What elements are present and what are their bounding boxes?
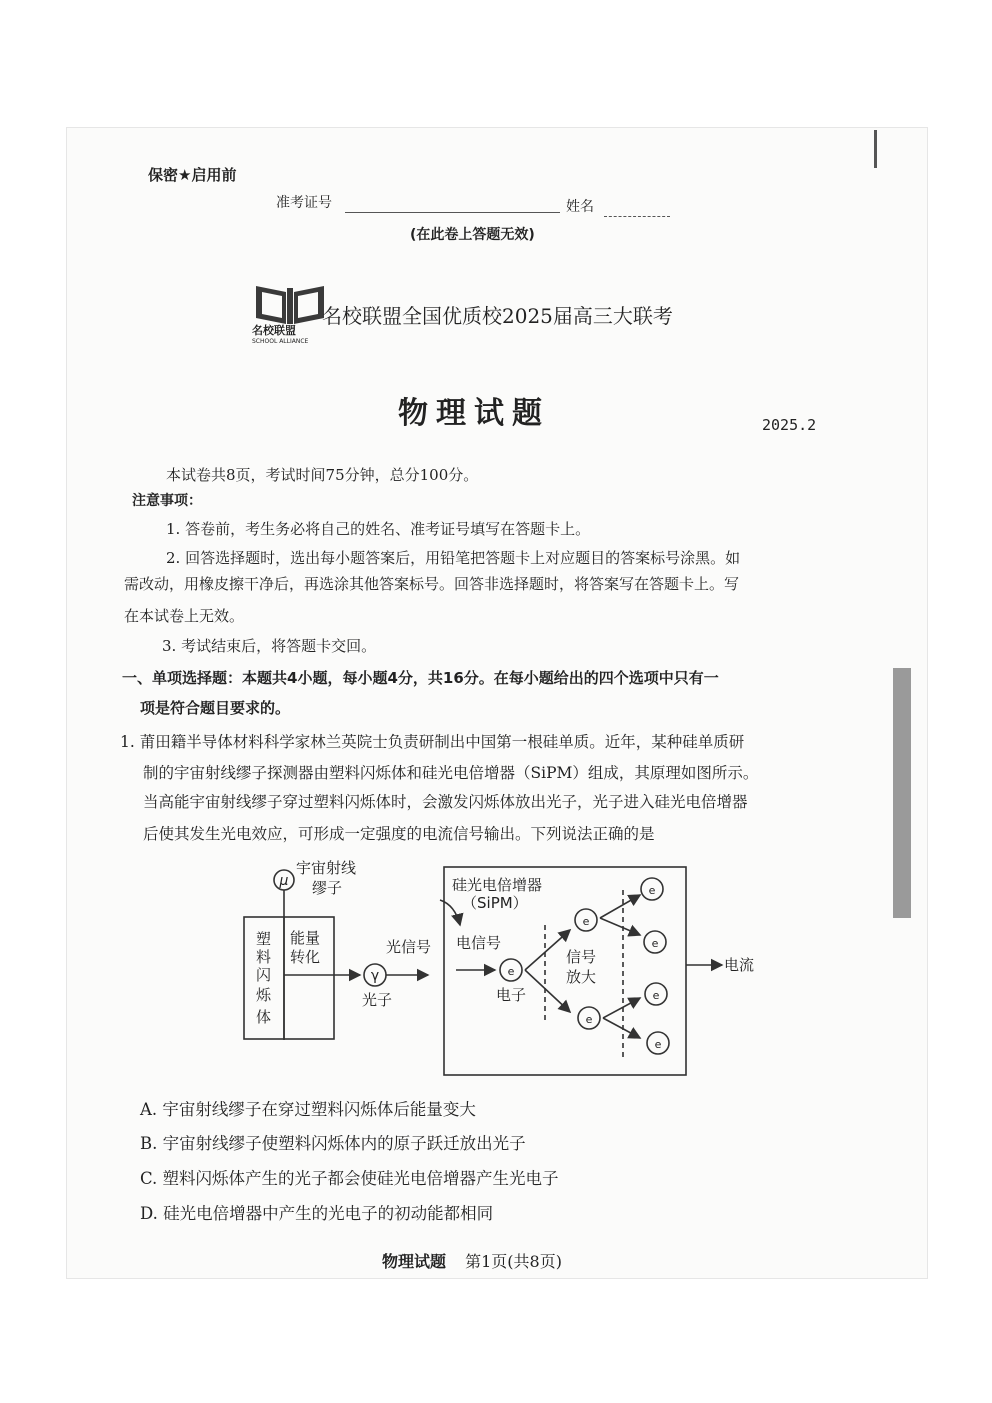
svg-text:e: e xyxy=(651,937,659,950)
svg-text:e: e xyxy=(648,884,656,897)
intro-text: 本试卷共8页，考试时间75分钟，总分100分。 xyxy=(166,466,479,484)
note-2-line-2: 需改动，用橡皮擦干净后，再选涂其他答案标号。回答非选择题时，将答案写在答题卡上。写 xyxy=(124,575,740,593)
exam-title: 名校联盟全国优质校2025届高三大联考 xyxy=(322,304,673,328)
exam-date: 2025.2 xyxy=(762,416,817,434)
note-2-line-1: 2. 回答选择题时，选出每小题答案后，用铅笔把答题卡上对应题目的答案标号涂黑。如 xyxy=(166,549,741,567)
light-signal-label: 光信号 xyxy=(386,938,432,956)
photon-symbol: γ xyxy=(370,968,380,984)
muon-label-2: 缪子 xyxy=(312,879,343,897)
scint-char-5: 体 xyxy=(256,1008,272,1026)
current-label: 电流 xyxy=(724,956,755,974)
option-a: A. 宇宙射线缪子在穿过塑料闪烁体后能量变大 xyxy=(140,1100,476,1119)
energy-conv-2: 转化 xyxy=(290,948,321,966)
question-1-line-2: 制的宇宙射线缪子探测器由塑料闪烁体和硅光电倍增器（SiPM）组成，其原理如图所示。 xyxy=(143,764,759,782)
scint-char-4: 烁 xyxy=(256,986,272,1004)
option-b: B. 宇宙射线缪子使塑料闪烁体内的原子跃迁放出光子 xyxy=(140,1134,526,1153)
subject-title: 物理试题 xyxy=(398,396,550,431)
svg-text:e: e xyxy=(582,915,590,928)
sipm-title: 硅光电倍增器 xyxy=(452,876,543,894)
note-2-line-3: 在本试卷上无效。 xyxy=(124,607,245,625)
note-3: 3. 考试结束后，将答题卡交回。 xyxy=(162,637,377,655)
scint-char-1: 塑 xyxy=(256,930,272,948)
svg-text:e: e xyxy=(652,989,660,1002)
footer-page: 第1页(共8页) xyxy=(465,1252,562,1271)
question-1-line-3: 当高能宇宙射线缪子穿过塑料闪烁体时，会激发闪烁体放出光子，光子进入硅光电倍增器 xyxy=(143,793,748,811)
svg-text:e: e xyxy=(507,965,515,978)
section-1-line-2: 项是符合题目要求的。 xyxy=(140,699,291,717)
note-1: 1. 答卷前，考生务必将自己的姓名、准考证号填写在答题卡上。 xyxy=(166,520,591,538)
section-1-line-1: 一、单项选择题：本题共4小题，每小题4分，共16分。在每小题给出的四个选项中只有一 xyxy=(122,669,719,687)
option-c: C. 塑料闪烁体产生的光子都会使硅光电倍增器产生光电子 xyxy=(140,1169,559,1188)
svg-text:e: e xyxy=(585,1013,593,1026)
svg-text:e: e xyxy=(654,1038,662,1051)
scint-char-2: 料 xyxy=(256,948,272,966)
electric-signal-label: 电信号 xyxy=(456,934,502,952)
confidential-label: 保密★启用前 xyxy=(148,166,237,184)
footer-subject: 物理试题 xyxy=(382,1252,447,1271)
electron-label: 电子 xyxy=(496,986,527,1004)
logo-name: 名校联盟 xyxy=(252,324,296,337)
muon-symbol: μ xyxy=(279,873,289,889)
exam-number-label: 准考证号 xyxy=(276,195,332,211)
amplify-label-1: 信号 xyxy=(566,948,597,966)
scint-char-3: 闪 xyxy=(256,966,272,984)
name-label: 姓名 xyxy=(566,199,594,215)
notes-heading: 注意事项： xyxy=(132,493,202,509)
question-1-line-1: 1. 莆田籍半导体材料科学家林兰英院士负责研制出中国第一根硅单质。近年，某种硅单质研 xyxy=(120,733,745,751)
option-d: D. 硅光电倍增器中产生的光电子的初动能都相同 xyxy=(140,1204,494,1223)
invalid-note: (在此卷上答题无效) xyxy=(410,227,535,243)
energy-conv-1: 能量 xyxy=(290,929,321,947)
question-1-line-4: 后使其发生光电效应，可形成一定强度的电流信号输出。下列说法正确的是 xyxy=(143,825,655,843)
amplify-label-2: 放大 xyxy=(566,968,597,986)
muon-label-1: 宇宙射线 xyxy=(296,859,357,877)
page-footer xyxy=(382,1249,562,1272)
sipm-abbr: （SiPM） xyxy=(462,894,528,912)
logo-subtitle: SCHOOL ALLIANCE xyxy=(252,338,309,345)
photon-label: 光子 xyxy=(362,991,393,1009)
